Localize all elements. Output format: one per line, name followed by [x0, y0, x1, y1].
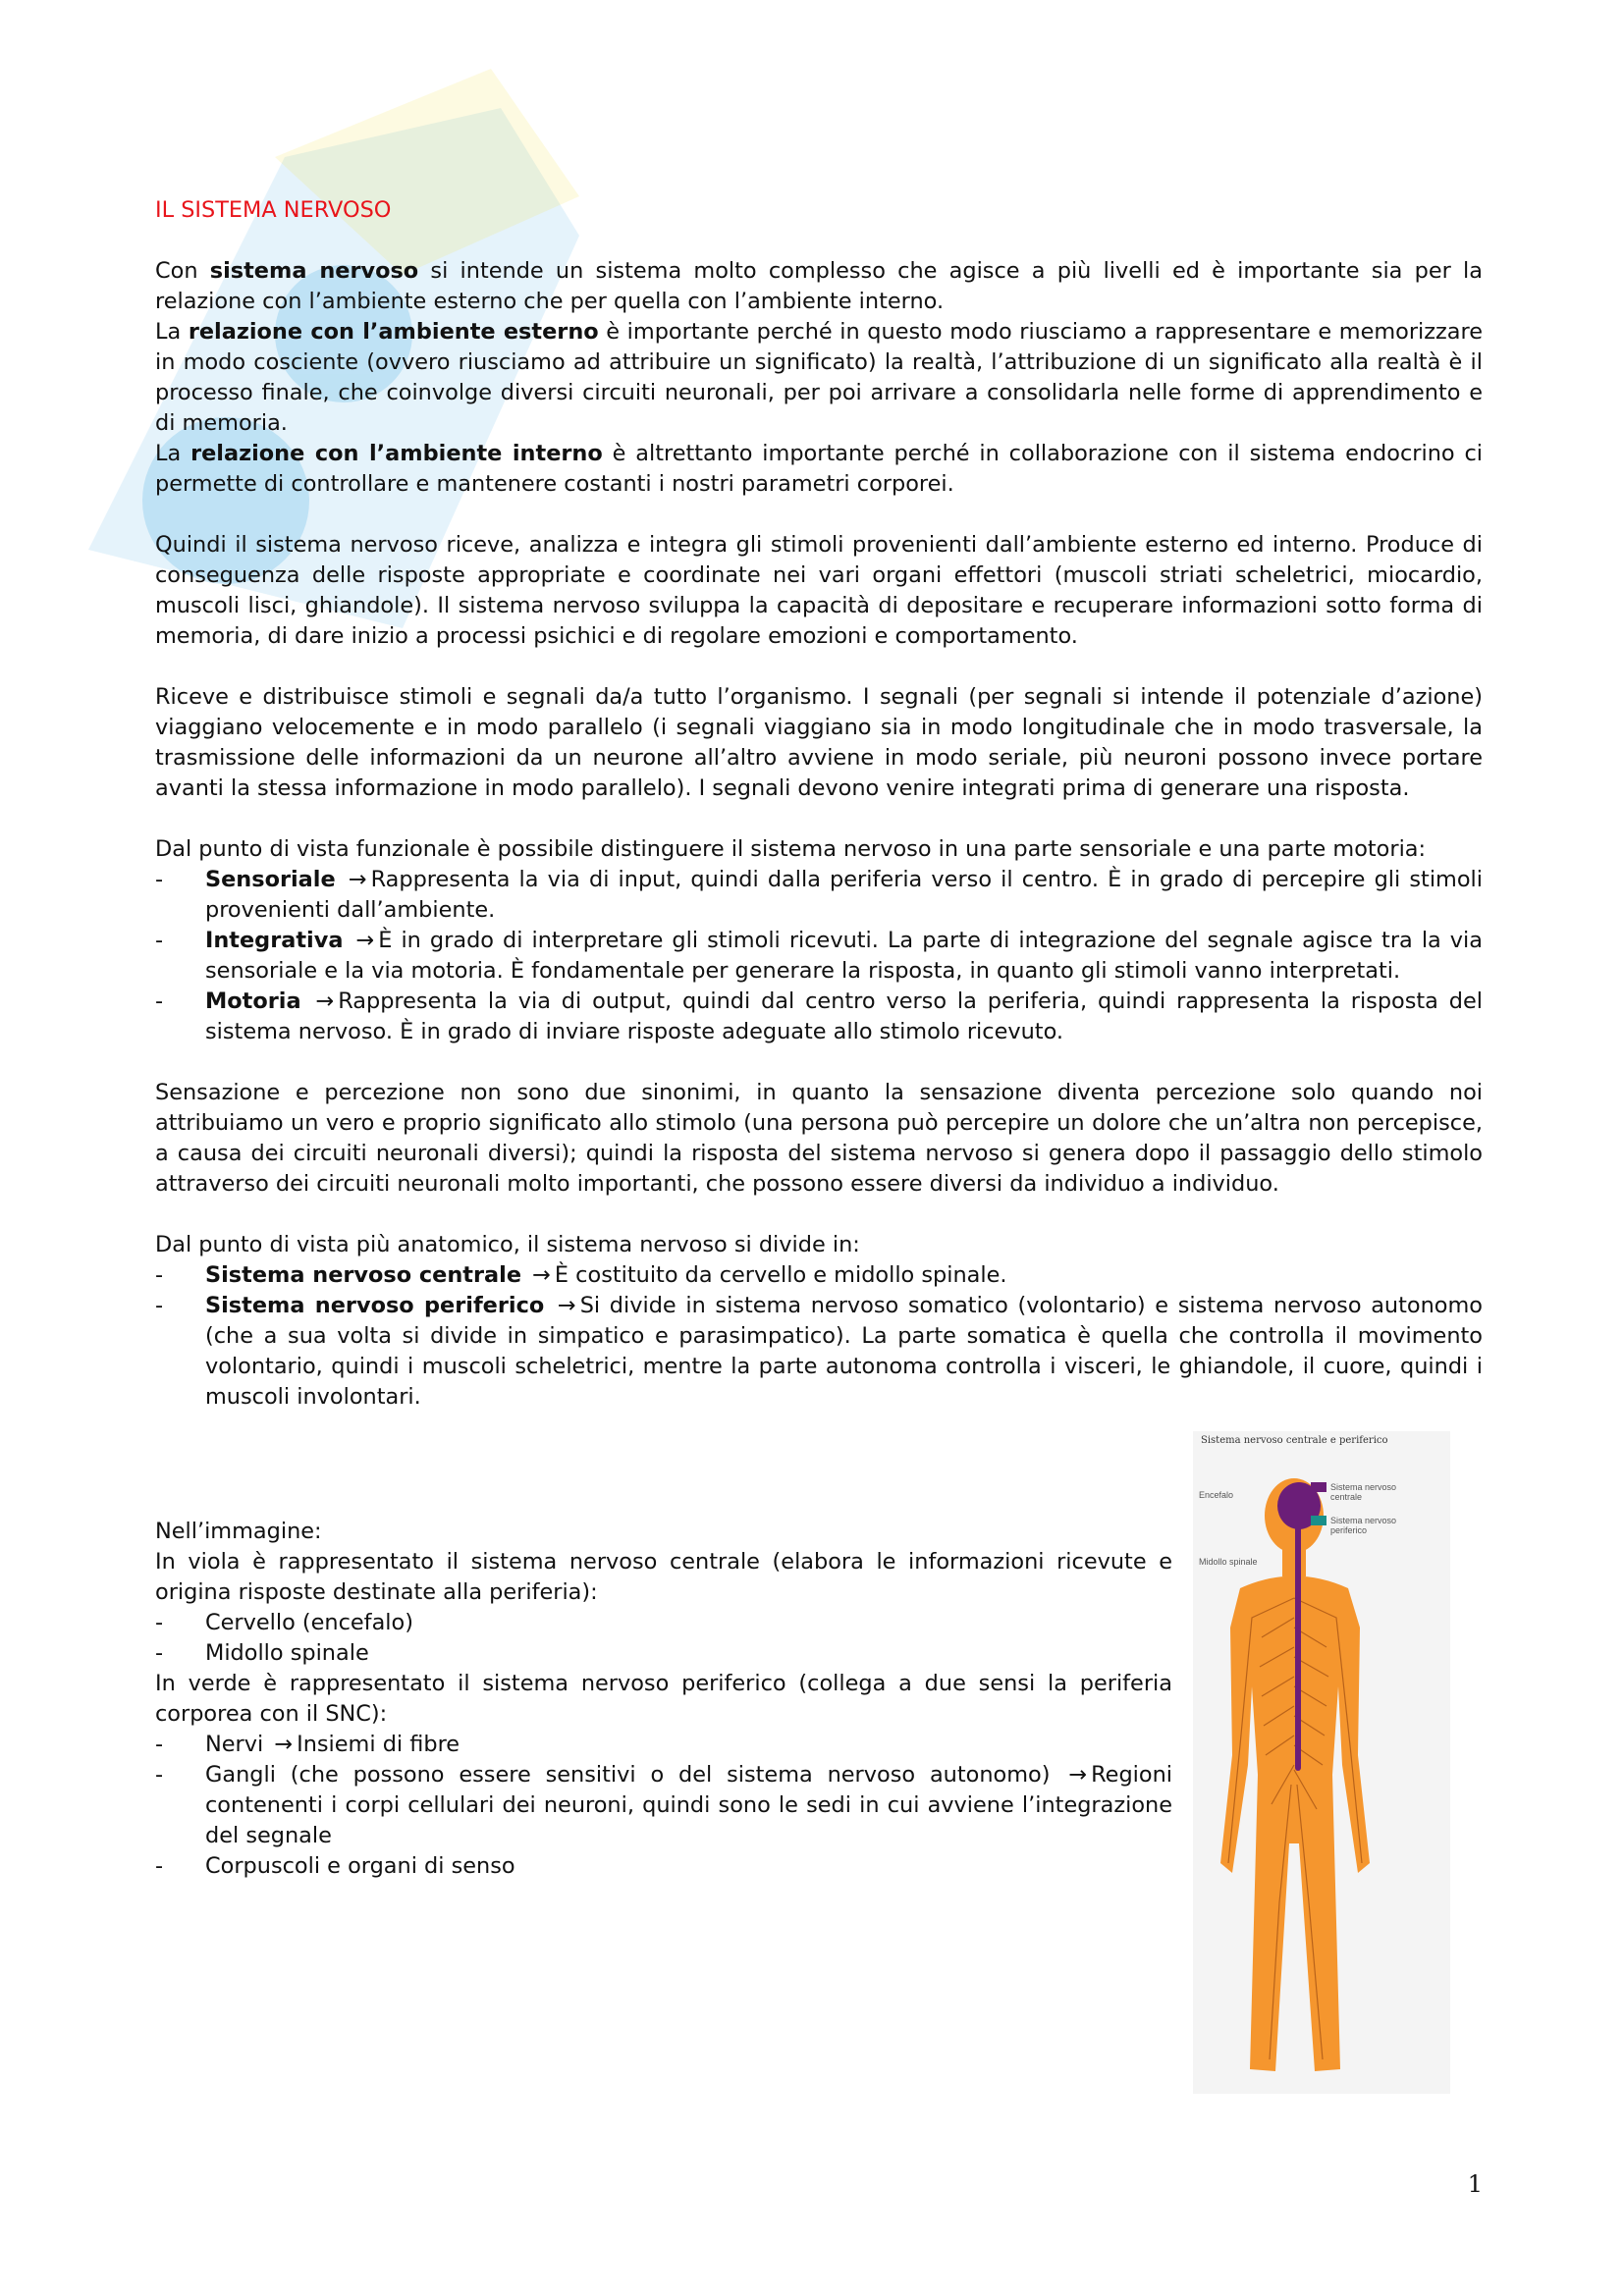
list-item: - Sensoriale → Rappresenta la via di input, quindi dalla periferia verso il centro. È in grado di percepire gli stimoli provenienti dall’ambiente. — [155, 867, 1483, 923]
list-item: - Gangli (che possono essere sensitivi o del sistema nervoso autonomo) → Regioni contenenti i corpi cellulari dei neuroni, quindi sono le sedi in cui avviene l’integrazione del segnale — [155, 1762, 1172, 1848]
paragraph-sensazione: Sensazione e percezione non sono due sinonimi, in quanto la sensazione diventa percezione solo quando noi attribuiamo un vero e proprio significato allo stimolo (una persona può percepire un dolore che un’altra non percepisce, a causa dei circuiti neuronali diversi); quindi la risposta del sistema nervoso si genera dopo il passaggio dello stimolo attraverso dei circuiti neuronali molto importanti, che possono essere diversi da individuo a individuo. — [155, 1080, 1483, 1197]
document-title: IL SISTEMA NERVOSO — [155, 197, 392, 223]
legend-centrale: Sistema nervoso centrale — [1330, 1482, 1397, 1502]
paragraph-intro-3: La relazione con l’ambiente interno è altrettanto importante perché in collaborazione con il sistema endocrino ci permette di controllare e mantenere costanti i nostri parametri corporei. — [155, 441, 1483, 497]
body-text — [155, 256, 1483, 1413]
legend-swatch-peripheral — [1311, 1516, 1326, 1525]
label-encefalo: Encefalo — [1199, 1490, 1234, 1500]
list-item: - Sistema nervoso periferico → Si divide in sistema nervoso somatico (volontario) e sistema nervoso autonomo (che a sua volta si divide in simpatico e parasimpatico). La parte somatica è quella che controlla il movimento volontario, quindi i muscoli scheletrici, mentre la parte autonoma controlla i visceri, le ghiandole, il cuore, quindi i muscoli involontari. — [155, 1293, 1483, 1410]
list-item: - Motoria → Rappresenta la via di output, quindi dal centro verso la periferia, quindi rappresenta la risposta del sistema nervoso. È in grado di inviare risposte adeguate allo stimolo ricevuto. — [155, 988, 1483, 1044]
paragraph-riceve: Riceve e distribuisce stimoli e segnali da/a tutto l’organismo. I segnali (per segnali si intende il potenziale d’azione) viaggiano velocemente e in modo parallelo (i segnali viaggiano sia in modo longitudinale che in modo trasversale, la trasmissione delle informazioni da un neurone all’altro avviene in modo seriale, più neuroni possono invece portare avanti la stessa informazione in modo parallelo). I segnali devono venire integrati prima di generare una risposta. — [155, 684, 1483, 801]
list-item: - Sistema nervoso centrale → È costituito da cervello e midollo spinale. — [155, 1262, 1007, 1288]
label-midollo: Midollo spinale — [1199, 1557, 1258, 1567]
image-heading: Nell’immagine: — [155, 1519, 322, 1544]
paragraph-intro-2: La relazione con l’ambiente esterno è importante perché in questo modo riusciamo a rappresentare e memorizzare in modo cosciente (ovvero riusciamo ad attribuire un significato) la realtà, l’attribuzione di un significato alla realtà è il processo finale, che coinvolge diversi circuiti neuronali, per poi arrivare a consolidarla nelle forme di apprendimento e di memoria. — [155, 319, 1483, 436]
paragraph-intro-1: Con sistema nervoso si intende un sistema molto complesso che agisce a più livelli ed è importante sia per la relazione con l’ambiente esterno che per quella con l’ambiente interno. — [155, 258, 1483, 314]
paragraph-funzionale-intro: Dal punto di vista funzionale è possibile distinguere il sistema nervoso in una parte sensoriale e una parte motoria: — [155, 836, 1427, 862]
legend-swatch-central — [1311, 1482, 1326, 1492]
image-description — [155, 1517, 1172, 1882]
page-number: 1 — [1467, 2170, 1483, 2198]
legend-periferico: Sistema nervoso periferico — [1330, 1516, 1397, 1535]
figure-title: Sistema nervoso centrale e periferico — [1201, 1435, 1388, 1446]
list-item: - Corpuscoli e organi di senso — [155, 1853, 515, 1879]
paragraph-quindi: Quindi il sistema nervoso riceve, analizza e integra gli stimoli provenienti dall’ambiente esterno ed interno. Produce di conseguenza delle risposte appropriate e coordinate nei vari organi effettori (muscoli striati scheletrici, miocardio, muscoli lisci, ghiandole). Il sistema nervoso sviluppa la capacità di depositare e recuperare informazioni sotto forma di memoria, di dare inizio a processi psichici e di regolare emozioni e comportamento. — [155, 532, 1483, 649]
viola-intro: In viola è rappresentato il sistema nervoso centrale (elabora le informazioni ricevute e origina risposte destinate alla periferia): — [155, 1549, 1172, 1605]
verde-intro: In verde è rappresentato il sistema nervoso periferico (collega a due sensi la periferia corporea con il SNC): — [155, 1671, 1172, 1727]
list-item: - Integrativa → È in grado di interpretare gli stimoli ricevuti. La parte di integrazione del segnale agisce tra la via sensoriale e la via motoria. È fondamentale per generare la risposta, in quanto gli stimoli vanno interpretati. — [155, 928, 1484, 984]
nervous-system-figure — [1193, 1431, 1450, 2094]
list-item: - Cervello (encefalo) — [155, 1610, 413, 1635]
list-item: - Nervi → Insiemi di fibre — [155, 1732, 460, 1757]
list-item: - Midollo spinale — [155, 1640, 369, 1666]
paragraph-anatomico-intro: Dal punto di vista più anatomico, il sistema nervoso si divide in: — [155, 1232, 860, 1257]
